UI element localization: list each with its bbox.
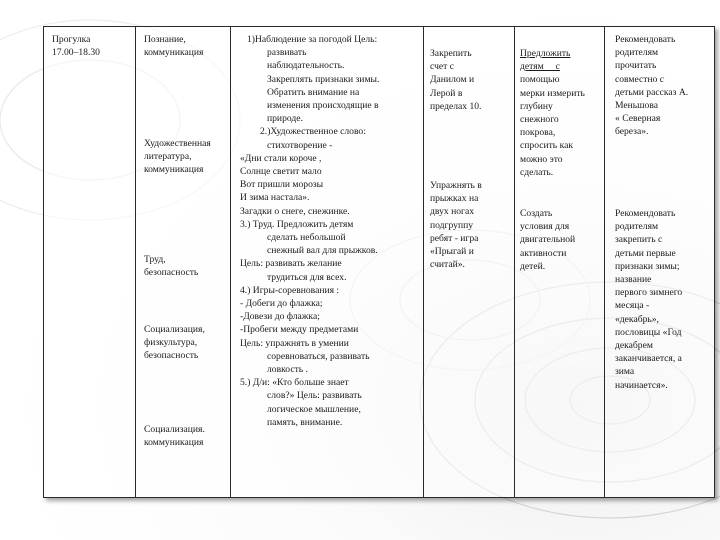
walk-label: Прогулка: [52, 34, 91, 45]
plan-line: природе.: [267, 113, 303, 125]
plan-line: снежный вал для прыжков.: [267, 245, 378, 257]
text-line: Предложить: [520, 48, 571, 59]
text-line: месяца -: [615, 300, 650, 312]
text-line: сделать.: [520, 166, 554, 178]
area-line: литература,: [144, 151, 192, 163]
column-time: [44, 27, 136, 497]
text-line: спросить как: [520, 140, 574, 152]
text-line: детьми рассказ А.: [615, 86, 689, 98]
plan-line: ловкость .: [267, 364, 308, 376]
environment-2: [520, 207, 575, 273]
area-socialization: [144, 423, 205, 449]
area-labor: [144, 253, 198, 279]
text-line: декабрем: [615, 340, 653, 352]
text-line: ребят - игра: [430, 232, 479, 244]
text-line: «Прыгай и: [430, 246, 474, 258]
plan-line: трудиться для всех.: [267, 271, 347, 283]
text-line: Лерой в: [430, 87, 463, 99]
text-line: считай».: [430, 259, 465, 271]
plan-line: Цель: развивать желание: [240, 258, 342, 270]
text-line: совместно с: [615, 73, 665, 85]
plan-line: 3.) Труд. Предложить детям: [240, 218, 354, 230]
plan-line: стихотворение -: [267, 139, 333, 151]
plan-line: изменения происходящие в: [267, 100, 379, 112]
environment-1: [520, 47, 585, 179]
text-line: начинается».: [615, 379, 668, 391]
plan-line: Обратить внимание на: [267, 86, 360, 98]
text-line: заканчивается, а: [615, 353, 682, 365]
plan-line: наблюдательность.: [267, 60, 345, 72]
plan-line: соревноваться, развивать: [267, 350, 370, 362]
text-line: условия для: [520, 221, 570, 233]
plan-line: 1)Наблюдение за погодой Цель:: [247, 34, 378, 45]
walk-time: 17.00–18.30: [52, 47, 100, 59]
plan-line: -Довези до флажка;: [240, 311, 320, 323]
text-line: закрепить с: [615, 234, 663, 246]
plan-line: логическое мышление,: [267, 403, 361, 415]
plan-line: -Пробеги между предметами: [240, 324, 359, 336]
text-line: родителям: [615, 221, 659, 233]
plan-line: 2.)Художественное слово:: [260, 126, 366, 138]
area-literature: [144, 137, 211, 177]
area-line: коммуникация: [144, 47, 204, 59]
plan-line: И зима настала».: [240, 192, 310, 204]
text-line: Меньшова: [615, 100, 659, 112]
text-line: первого зимнего: [615, 287, 683, 299]
plan-line: слов?» Цель: развивать: [267, 390, 362, 402]
text-line: пределах 10.: [430, 100, 482, 112]
plan-line: Солнце светит мало: [240, 166, 322, 178]
area-line: Социализация.: [144, 424, 205, 435]
area-physical: [144, 323, 205, 363]
individual-work-1: [430, 47, 481, 113]
text-line: глубину: [520, 100, 553, 112]
text-line: детьми первые: [615, 247, 676, 259]
text-line: зима: [615, 366, 635, 378]
area-line: Социализация,: [144, 324, 205, 335]
text-line: береза».: [615, 126, 649, 138]
text-line: прыжках на: [430, 193, 479, 205]
text-line: Рекомендовать: [615, 34, 676, 45]
text-line: «декабрь»,: [615, 313, 659, 325]
text-line: можно это: [520, 153, 563, 165]
text-line: детям с: [520, 61, 560, 73]
plan-line: «Дни стали короче ,: [240, 152, 322, 164]
text-line: покрова,: [520, 127, 556, 139]
plan-line: развивать: [267, 47, 307, 59]
area-line: физкультура,: [144, 337, 198, 349]
text-line: двух ногах: [430, 206, 474, 218]
area-line: безопасность: [144, 267, 199, 279]
text-line: « Северная: [615, 113, 661, 125]
text-line: двигательной: [520, 234, 576, 246]
text-line: Упражнять в: [430, 180, 482, 191]
plan-line: - Добеги до флажка;: [240, 298, 323, 310]
text-line: Данилом и: [430, 74, 475, 86]
plan-table: [43, 26, 715, 498]
text-line: снежного: [520, 114, 559, 126]
text-line: Рекомендовать: [615, 208, 676, 219]
text-line: помощью: [520, 74, 560, 86]
parents-1: [615, 33, 688, 139]
text-line: признаки зимы;: [615, 260, 680, 272]
plan-line: память, внимание.: [267, 416, 343, 428]
activity-plan: [240, 33, 379, 429]
plan-line: сделать небольшой: [267, 232, 346, 244]
parents-2: [615, 207, 682, 392]
area-line: Художественная: [144, 138, 211, 149]
text-line: название: [615, 274, 652, 286]
plan-line: Вот пришли морозы: [240, 179, 324, 191]
walk-time-cell: [52, 33, 100, 59]
text-line: Создать: [520, 208, 553, 219]
plan-line: 5.) Д/и: «Кто больше знает: [240, 377, 349, 389]
text-line: родителям: [615, 47, 659, 59]
text-line: подгруппу: [430, 219, 474, 231]
text-line: пословицы «Год: [615, 326, 682, 338]
area-line: Познание,: [144, 34, 186, 45]
plan-line: Цель: упражнять в умении: [240, 337, 349, 349]
area-cognition: [144, 33, 203, 59]
text-line: детей.: [520, 260, 546, 272]
plan-line: 4.) Игры-соревнования :: [240, 284, 340, 296]
text-line: счет с: [430, 61, 454, 73]
text-line: прочитать: [615, 60, 657, 72]
plan-line: Закреплять признаки зимы.: [267, 73, 380, 85]
plan-line: Загадки о снеге, снежинке.: [240, 205, 350, 217]
text-line: мерки измерить: [520, 87, 585, 99]
area-line: коммуникация: [144, 164, 204, 176]
individual-work-2: [430, 179, 482, 271]
text-line: Закрепить: [430, 48, 472, 59]
area-line: безопасность: [144, 350, 199, 362]
area-line: коммуникация: [144, 437, 204, 449]
text-line: активности: [520, 247, 567, 259]
area-line: Труд,: [144, 254, 166, 265]
